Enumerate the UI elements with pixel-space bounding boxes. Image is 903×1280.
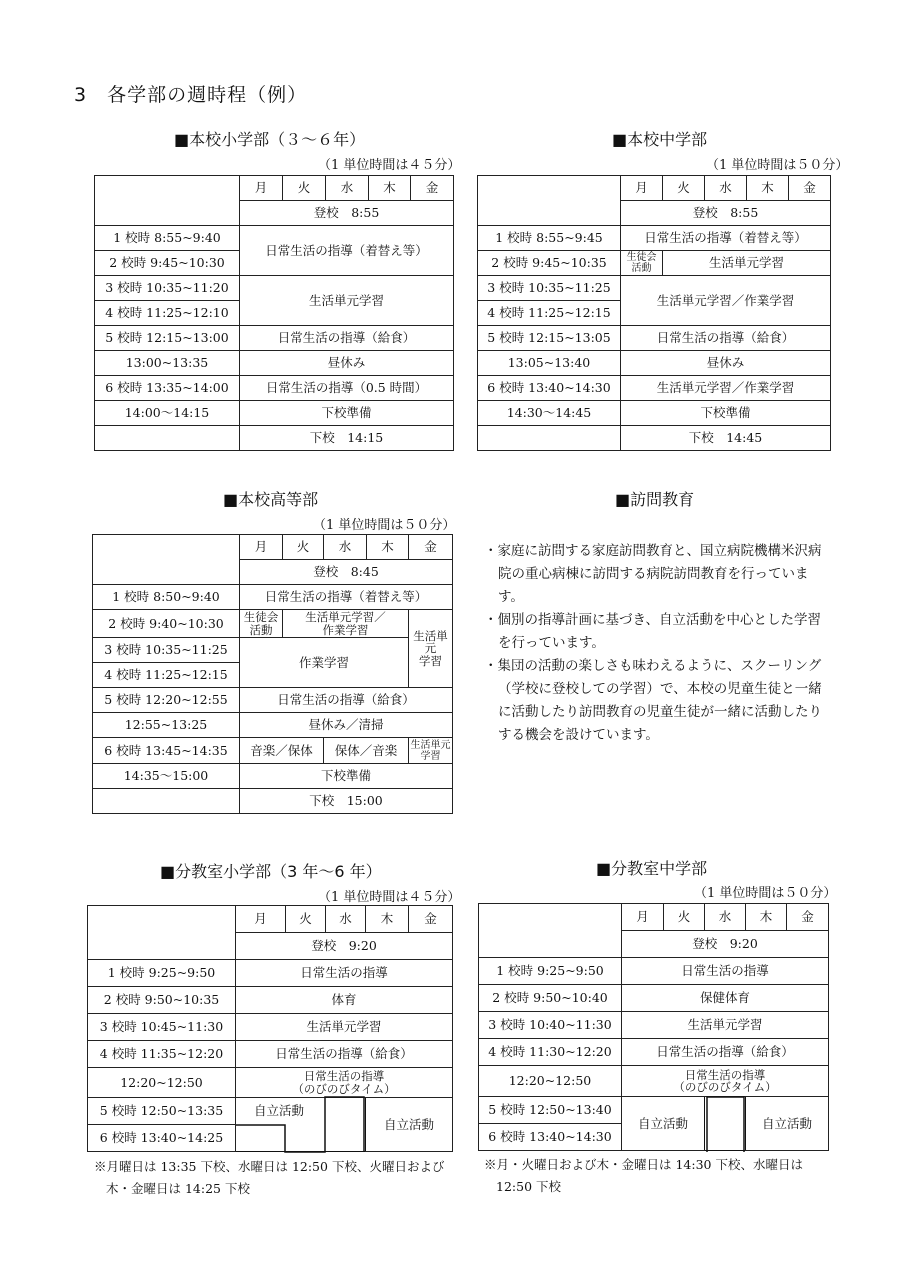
day-tue: 火	[663, 176, 705, 201]
activity-cell: 作業学習	[240, 638, 409, 688]
day-fri: 金	[787, 904, 829, 931]
arrival-cell: 登校 8:55	[621, 201, 831, 226]
activity-cell: 保健体育	[622, 985, 829, 1012]
page-heading: 3 各学部の週時程（例）	[74, 84, 308, 106]
time-cell: 6 校時 13:45~14:35	[93, 738, 240, 764]
day-wed: 水	[326, 906, 366, 933]
day-thu: 木	[366, 906, 409, 933]
activity-cell: 日常生活の指導（着替え等）	[240, 226, 454, 276]
activity-cell: 日常生活の指導	[622, 958, 829, 985]
time-cell: 2 校時 9:50~10:35	[88, 987, 236, 1014]
friday-line2: 学習	[419, 653, 442, 668]
activity-cell: 日常生活の指導（0.5 時間）	[240, 376, 454, 401]
arrival-cell: 登校 9:20	[236, 933, 453, 960]
arrival-cell: 登校 8:45	[240, 560, 453, 585]
jiritsu-left-cell: 自立活動	[622, 1097, 705, 1151]
activity-cell: 日常生活の指導（給食）	[621, 326, 831, 351]
time-cell: 12:20~12:50	[479, 1066, 622, 1097]
activity-cell: 日常生活の指導	[236, 960, 453, 987]
bunkyo-chu-title: ■分教室中学部	[596, 859, 708, 878]
note-line2: 木・金曜日は 14:25 下校	[106, 1181, 250, 1196]
time-cell: 14:35～15:00	[93, 764, 240, 789]
time-cell: 4 校時 11:35~12:20	[88, 1041, 236, 1068]
honko-chu-unit: （1 単位時間は５０分）	[706, 158, 849, 173]
time-cell: 1 校時 8:50~9:40	[93, 585, 240, 610]
day-mon: 月	[240, 176, 283, 201]
dismissal-cell: 下校 14:15	[240, 426, 454, 451]
activity-cell: 音楽／保体	[240, 738, 324, 764]
activity-cell: 昼休み	[240, 351, 454, 376]
day-tue: 火	[283, 535, 324, 560]
day-mon: 月	[621, 176, 663, 201]
seito-kai-line1: 生徒会	[626, 252, 657, 263]
homon-title: ■訪問教育	[615, 490, 695, 509]
time-cell: 12:20~12:50	[88, 1068, 236, 1098]
day-wed: 水	[326, 176, 369, 201]
activity-cell: 日常生活の指導（着替え等）	[621, 226, 831, 251]
day-mon: 月	[240, 535, 283, 560]
activity-line2: （のびのびタイム）	[292, 1081, 396, 1096]
seito-kai-line1: 生徒会	[243, 610, 279, 624]
time-cell: 6 校時 13:40~14:30	[479, 1124, 622, 1151]
honko-ko-unit: （1 単位時間は５０分）	[313, 518, 456, 533]
arrival-cell: 登校 8:55	[240, 201, 454, 226]
day-mon: 月	[236, 906, 286, 933]
activity-cell: 下校準備	[240, 764, 453, 789]
homon-item: ・家庭に訪問する家庭訪問教育と、国立病院機構米沢病院の重心病棟に訪問する病院訪問教育を行っています。	[484, 543, 822, 605]
day-fri: 金	[789, 176, 831, 201]
time-cell: 2 校時 9:45~10:30	[95, 251, 240, 276]
day-tue: 火	[286, 906, 326, 933]
day-fri: 金	[409, 906, 453, 933]
seito-kai-line2: 活動	[631, 263, 652, 274]
seito-kai-line2: 活動	[249, 622, 273, 637]
activity-cell: 日常生活の指導（給食）	[236, 1041, 453, 1068]
honko-sho-unit: （1 単位時間は４５分）	[318, 158, 461, 173]
time-cell: 1 校時 8:55~9:40	[95, 226, 240, 251]
time-cell: 5 校時 12:50~13:35	[88, 1098, 236, 1125]
activity-cell: 生活単元学習	[663, 251, 831, 276]
day-tue: 火	[664, 904, 705, 931]
time-cell: 14:30～14:45	[478, 401, 621, 426]
day-wed: 水	[324, 535, 367, 560]
day-thu: 木	[747, 176, 789, 201]
activity-cell: 生活単元学習／作業学習	[621, 276, 831, 326]
time-cell: 13:00~13:35	[95, 351, 240, 376]
friday-line1: 生活単元	[413, 628, 448, 656]
honko-chu-title: ■本校中学部	[612, 130, 708, 149]
time-cell: 5 校時 12:20~12:55	[93, 688, 240, 713]
activity-line2: （のびのびタイム）	[673, 1080, 777, 1094]
activity-cell: 生活単元学習	[240, 276, 454, 326]
activity-cell: 生活単元学習	[236, 1014, 453, 1041]
activity-cell: 日常生活の指導（着替え等）	[240, 585, 453, 610]
activity-cell: 下校準備	[621, 401, 831, 426]
time-cell: 4 校時 11:25~12:10	[95, 301, 240, 326]
activity-line1: 生活単元学習／	[305, 610, 386, 624]
activity-cell: 日常生活の指導（給食）	[240, 326, 454, 351]
arrival-cell: 登校 9:20	[622, 931, 829, 958]
time-cell: 1 校時 9:25~9:50	[88, 960, 236, 987]
note-line1: ※月曜日は 13:35 下校、水曜日は 12:50 下校、火曜日および	[94, 1159, 445, 1174]
activity-cell: 生活単元学習／作業学習	[621, 376, 831, 401]
activity-line1: 日常生活の指導	[684, 1067, 766, 1082]
time-cell: 3 校時 10:35~11:20	[95, 276, 240, 301]
note-line1: ※月・火曜日および木・金曜日は 14:30 下校、水曜日は	[484, 1157, 803, 1172]
time-cell: 4 校時 11:25~12:15	[93, 663, 240, 688]
time-cell: 1 校時 9:25~9:50	[479, 958, 622, 985]
time-cell: 3 校時 10:35~11:25	[93, 638, 240, 663]
day-thu: 木	[367, 535, 409, 560]
homon-item: ・集団の活動の楽しさも味わえるように、スクーリング（学校に登校しての学習）で、本校の児童生徒と一緒に活動したり訪問教育の児童生徒が一緒に活動したりする機会を設けています。	[484, 658, 822, 743]
activity-cell: 昼休み	[621, 351, 831, 376]
time-cell: 1 校時 8:55~9:45	[478, 226, 621, 251]
bunkyo-chu-note	[484, 1154, 803, 1198]
activity-cell: 昼休み／清掃	[240, 713, 453, 738]
time-cell: 2 校時 9:50~10:40	[479, 985, 622, 1012]
activity-line2: 学習	[420, 750, 441, 762]
time-cell: 6 校時 13:40~14:30	[478, 376, 621, 401]
activity-line1: 日常生活の指導	[303, 1069, 385, 1083]
bunkyo-sho-title: ■分教室小学部（3 年～6 年）	[160, 862, 382, 881]
jiritsu-right-cell: 自立活動	[366, 1098, 453, 1152]
activity-line2: 作業学習	[322, 622, 369, 637]
time-cell: 14:00～14:15	[95, 401, 240, 426]
day-thu: 木	[369, 176, 411, 201]
bunkyo-chu-unit: （1 単位時間は５０分）	[694, 886, 837, 901]
time-cell: 4 校時 11:25~12:15	[478, 301, 621, 326]
time-cell: 4 校時 11:30~12:20	[479, 1039, 622, 1066]
time-cell: 2 校時 9:40~10:30	[93, 610, 240, 638]
bunkyo-sho-unit: （1 単位時間は４５分）	[318, 890, 461, 905]
time-cell: 12:55~13:25	[93, 713, 240, 738]
activity-cell: 体育	[236, 987, 453, 1014]
day-thu: 木	[746, 904, 787, 931]
honko-ko-title: ■本校高等部	[223, 490, 319, 509]
activity-cell: 保体／音楽	[324, 738, 409, 764]
note-line2: 12:50 下校	[496, 1179, 561, 1194]
activity-line1: 生活単元	[410, 739, 451, 751]
day-wed: 水	[705, 904, 746, 931]
activity-cell: 日常生活の指導（給食）	[622, 1039, 829, 1066]
jiritsu-left-cell: 自立活動	[254, 1103, 305, 1118]
activity-cell: 下校準備	[240, 401, 454, 426]
time-cell: 6 校時 13:35~14:00	[95, 376, 240, 401]
day-fri: 金	[409, 535, 453, 560]
time-cell: 5 校時 12:15~13:05	[478, 326, 621, 351]
jiritsu-right-cell: 自立活動	[746, 1097, 829, 1151]
time-cell: 3 校時 10:45~11:30	[88, 1014, 236, 1041]
dismissal-cell: 下校 15:00	[240, 789, 453, 814]
time-cell: 3 校時 10:40~11:30	[479, 1012, 622, 1039]
day-wed: 水	[705, 176, 747, 201]
time-cell: 5 校時 12:15~13:00	[95, 326, 240, 351]
honko-sho-title: ■本校小学部（３～６年）	[174, 130, 366, 149]
dismissal-cell: 下校 14:45	[621, 426, 831, 451]
activity-cell: 日常生活の指導（給食）	[240, 688, 453, 713]
homon-item: ・個別の指導計画に基づき、自立活動を中心とした学習を行っています。	[484, 612, 821, 651]
time-cell: 2 校時 9:45~10:35	[478, 251, 621, 276]
time-cell: 13:05~13:40	[478, 351, 621, 376]
day-tue: 火	[283, 176, 326, 201]
time-cell: 6 校時 13:40~14:25	[88, 1125, 236, 1152]
time-cell: 5 校時 12:50~13:40	[479, 1097, 622, 1124]
day-mon: 月	[622, 904, 664, 931]
day-fri: 金	[411, 176, 454, 201]
activity-cell: 生活単元学習	[622, 1012, 829, 1039]
time-cell: 3 校時 10:35~11:25	[478, 276, 621, 301]
step-line	[707, 1097, 744, 1152]
